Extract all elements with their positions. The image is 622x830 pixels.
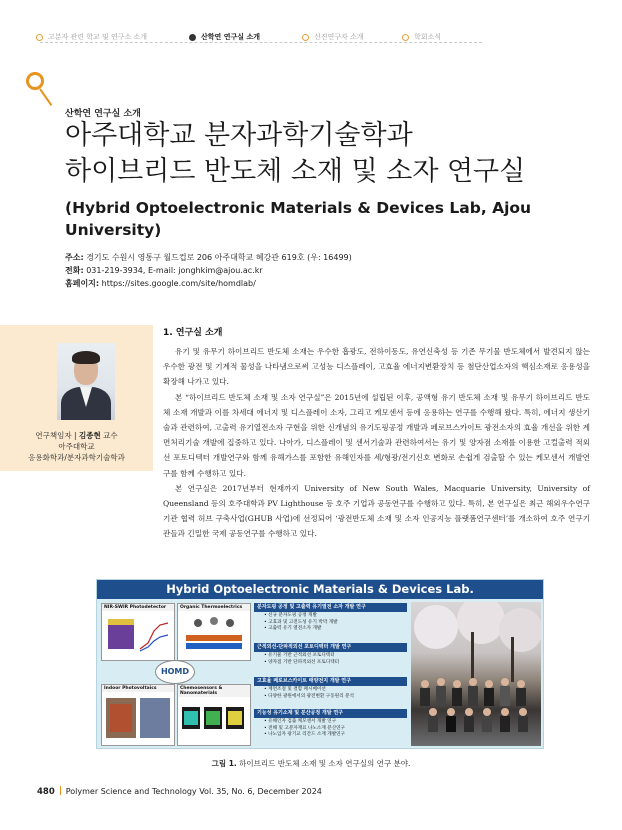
research-item-text: 고출력 유기 열전소자 개발	[268, 626, 322, 631]
page-title-english: (Hybrid Optoelectronic Materials & Devices Lab, Ajou University)	[65, 199, 532, 239]
journal-info: Polymer Science and Technology Vol. 35, No. 6, December 2024	[65, 787, 322, 796]
tree-trunk	[471, 632, 474, 682]
panel-photodetector	[101, 603, 175, 661]
nav-item-label: 산학연 연구실 소개	[201, 33, 260, 41]
group-photo-scene	[411, 602, 541, 746]
caption-text: 하이브리드 반도체 소재 및 소자 연구실의 연구 분야.	[236, 759, 411, 768]
nav-dot-icon	[402, 34, 409, 41]
research-item: • 나노입자 광기교 리간드 소재 개발연구	[264, 732, 346, 737]
nav-item-label: 고분자 관련 학교 및 연구소 소개	[48, 33, 148, 41]
photo-hair	[72, 351, 100, 364]
section-body	[163, 344, 590, 542]
nav-item-label: 신진연구자 소개	[314, 33, 364, 41]
cherry-blossom	[414, 605, 458, 649]
phone-label: 전화:	[65, 266, 84, 275]
address-value: 경기도 수원시 영통구 월드컵로 206 아주대학교 혜강관 619호 (우: 16499)	[83, 253, 352, 262]
research-item-text: 양자점 기반 단파적외선 포토디텍터	[268, 659, 340, 665]
lab-overview-figure	[96, 579, 544, 749]
te-leg	[186, 635, 242, 641]
address-label: 주소:	[65, 253, 84, 262]
research-item: • 다양한 광원에서의 광전변환 구동원리 분석	[264, 693, 354, 699]
nav-item-new-researchers[interactable]	[302, 32, 364, 42]
dopant-molecule	[226, 619, 234, 627]
pi-affiliation-department: 응용화학과/분자과학기술학과	[28, 453, 125, 462]
research-item: • 양자점 기반 단파적외선 포토디텍터	[264, 659, 340, 665]
response-curve	[140, 635, 168, 651]
thermoelectrics-graphic	[178, 611, 250, 661]
research-item-text: 고효과 및 고전도성 유기 박막 개발	[268, 619, 338, 625]
research-item-text: 신규 분자도핑 공정 개발	[268, 613, 317, 618]
body-paragraph: 본 연구실은 2017년부터 현재까지 University of New South Wales, Macquarie University, University of Queensland 등의 호주대학과 PV Lighthouse 등 호주 기업과 공동연구를 수행하고 있다. 특히, 본 연구실은 최근 해외우수연구기관 협력 허브 구축사업(GHUB 사업)에 선정되어 ‘광전반도체 소재 및 소자 인공지능 플랫폼연구센터’를 개소하여 호주 연구기관들과 긴밀한 국제 공동연구를 수행하고 있다.	[163, 483, 590, 539]
contact-info	[65, 251, 352, 290]
figure-header: Hybrid Optoelectronic Materials & Devices Lab.	[97, 580, 543, 599]
research-group-items	[254, 687, 407, 700]
research-item: • 신규 분자도핑 공정 개발	[264, 613, 317, 618]
lab-group-photo	[411, 602, 541, 746]
panel-title: NIR-SWIR Photodetector	[102, 604, 174, 611]
chemosensor-graphic	[178, 697, 250, 751]
research-item: • 유기물 기반 근적외선 포토디텍터	[264, 653, 335, 658]
solar-cell-active	[110, 704, 132, 732]
research-group-title: 고효율 페로브스카이트 태양전지 개발 연구	[254, 677, 407, 686]
ring-decoration-icon	[26, 72, 44, 90]
page-title-korean	[65, 118, 525, 190]
panel-title: Indoor Photovoltaics	[102, 685, 174, 692]
homepage-link[interactable]: https://sites.google.com/site/homdlab/	[99, 279, 256, 288]
homd-logo: HOMD	[155, 660, 195, 684]
research-item: • 고출력 유기 열전소자 개발	[264, 626, 322, 631]
panel-title: Chemosensors & Nanomaterials	[178, 685, 250, 697]
page-footer	[37, 786, 322, 797]
figure-caption	[0, 758, 622, 769]
nav-dot-icon	[189, 34, 196, 41]
ring-tail-decoration	[39, 88, 52, 106]
nav-item-label: 학회소식	[414, 33, 442, 41]
address-line	[65, 251, 352, 264]
sensor-fluorescence	[184, 711, 198, 725]
research-group-items	[254, 653, 407, 666]
caption-label: 그림 1.	[211, 759, 237, 768]
pi-info	[0, 430, 153, 463]
research-item-text: 전해 및 고분자재료 나노소재 분산연구	[268, 725, 346, 731]
body-paragraph: 본 “하이브리드 반도체 소재 및 소자 연구실”은 2015년에 설립된 이후, 공액형 유기 반도체 소재 및 유무기 하이브리드 반도체 소재 개발과 이를 차세대 에너지 및 디스플레이 소자, 그리고 케모센서 등에 응용하는 연구를 수행해 왔다. 특히, 에너지 생산기술과 관련하여, 고출력 유기열전소자 구현을 위한 신개념의 유기도핑공정 개발과 페로브스카이트 광전소자의 효율 개선을 위한 계면처리기술 개발에 집중하고 있다. 나아가, 디스플레이 및 센서기술과 관련하여서는 유기 및 양자점 소재를 이용한 고컬출력 적외선 포토디텍터 개발연구와 함께 유해가스를 포함한 유해인자를 세/형광/전기신호 변화로 손쉽게 검출할 수 있는 케모센서 개발연구를 함께 수행하고 있다.	[163, 392, 590, 478]
photodetector-graphic	[102, 611, 174, 661]
cherry-blossom	[499, 608, 541, 652]
body-paragraph: 유기 및 유무기 하이브리드 반도체 소재는 우수한 흡광도, 전하이동도, 유연신축성 등 기존 무기물 반도체에서 발견되지 않는 우수한 광전 및 기계적 물성을 나타냄으로써 고성능 디스플레이, 고효율 에너지변환장치 등 첨단산업소자의 핵심소재로 응용성을 확장해 나가고 있다.	[163, 347, 590, 387]
phone-email-value[interactable]: 031-219-3934, E-mail: jonghkim@ajou.ac.kr	[83, 266, 263, 275]
pi-name: 김종현	[78, 431, 101, 440]
panel-thermoelectrics	[177, 603, 251, 661]
sensor-fluorescence	[228, 711, 242, 725]
research-item-text: 나노입자 광기교 리간드 소재 개발연구	[268, 732, 346, 737]
device-layer	[108, 619, 134, 625]
page-number: 480	[37, 787, 55, 797]
people-group	[420, 678, 528, 732]
nav-item-lab-intro[interactable]	[189, 32, 260, 42]
device-photo	[140, 698, 170, 738]
dopant-molecule	[210, 617, 218, 625]
te-leg	[186, 643, 242, 649]
phone-line	[65, 264, 352, 277]
nav-item-schools[interactable]	[36, 32, 147, 42]
homepage-label: 홈페이지:	[65, 279, 100, 288]
research-group-title: 기능성 유기소재 및 분산공정 개발 연구	[254, 709, 407, 718]
panel-chemosensors	[177, 684, 251, 746]
research-item-text: 유해인자 검출 케모센서 개발 연구	[268, 719, 337, 724]
research-item-text: 다양한 광원에서의 광전변환 구동원리 분석	[268, 693, 354, 699]
pi-name-line	[0, 430, 153, 441]
section-heading: 1. 연구실 소개	[163, 328, 223, 338]
tree-trunk	[511, 637, 514, 682]
research-item: • 계면조절 및 결함 페시베이션	[264, 687, 326, 692]
homepage-line	[65, 277, 352, 290]
research-group-items	[254, 719, 407, 739]
research-item: • 전해 및 고분자재료 나노소재 분산연구	[264, 725, 346, 731]
nav-dot-icon	[36, 34, 43, 41]
research-group-items	[254, 613, 407, 633]
pi-affiliation-university: 아주대학교	[58, 442, 95, 451]
title-line-2: 하이브리드 반도체 소재 및 소자 연구실	[65, 156, 526, 187]
nav-item-society-news[interactable]	[402, 32, 441, 42]
pi-photo	[57, 343, 115, 420]
research-group-title: 근적외선-단파적외선 포토디텍터 개발 연구	[254, 643, 407, 652]
panel-title: Organic Thermoelectrics	[178, 604, 250, 611]
research-item: • 유해인자 검출 케모센서 개발 연구	[264, 719, 337, 724]
pi-role: 연구책임자 |	[35, 431, 79, 440]
research-group-title: 분자도핑 공정 및 고출력 유기열전 소자 개발 연구	[254, 603, 407, 612]
nav-line	[40, 42, 482, 43]
sensor-fluorescence	[206, 711, 220, 725]
footer-divider	[60, 786, 61, 795]
dopant-molecule	[194, 619, 202, 627]
research-item-text: 계면조절 및 결함 페시베이션	[268, 687, 326, 692]
nav-dot-icon	[302, 34, 309, 41]
pi-title: 교수	[100, 431, 118, 440]
panel-indoor-photovoltaics	[101, 684, 175, 746]
section-nav	[36, 32, 596, 52]
research-item: • 고효과 및 고전도성 유기 박막 개발	[264, 619, 338, 625]
cherry-blossom	[457, 602, 505, 644]
kicker: 산학연 연구실 소개	[65, 109, 141, 119]
photovoltaics-graphic	[102, 692, 174, 746]
research-item-text: 유기물 기반 근적외선 포토디텍터	[268, 653, 335, 658]
title-line-1: 아주대학교 분자과학기술학과	[65, 120, 413, 151]
